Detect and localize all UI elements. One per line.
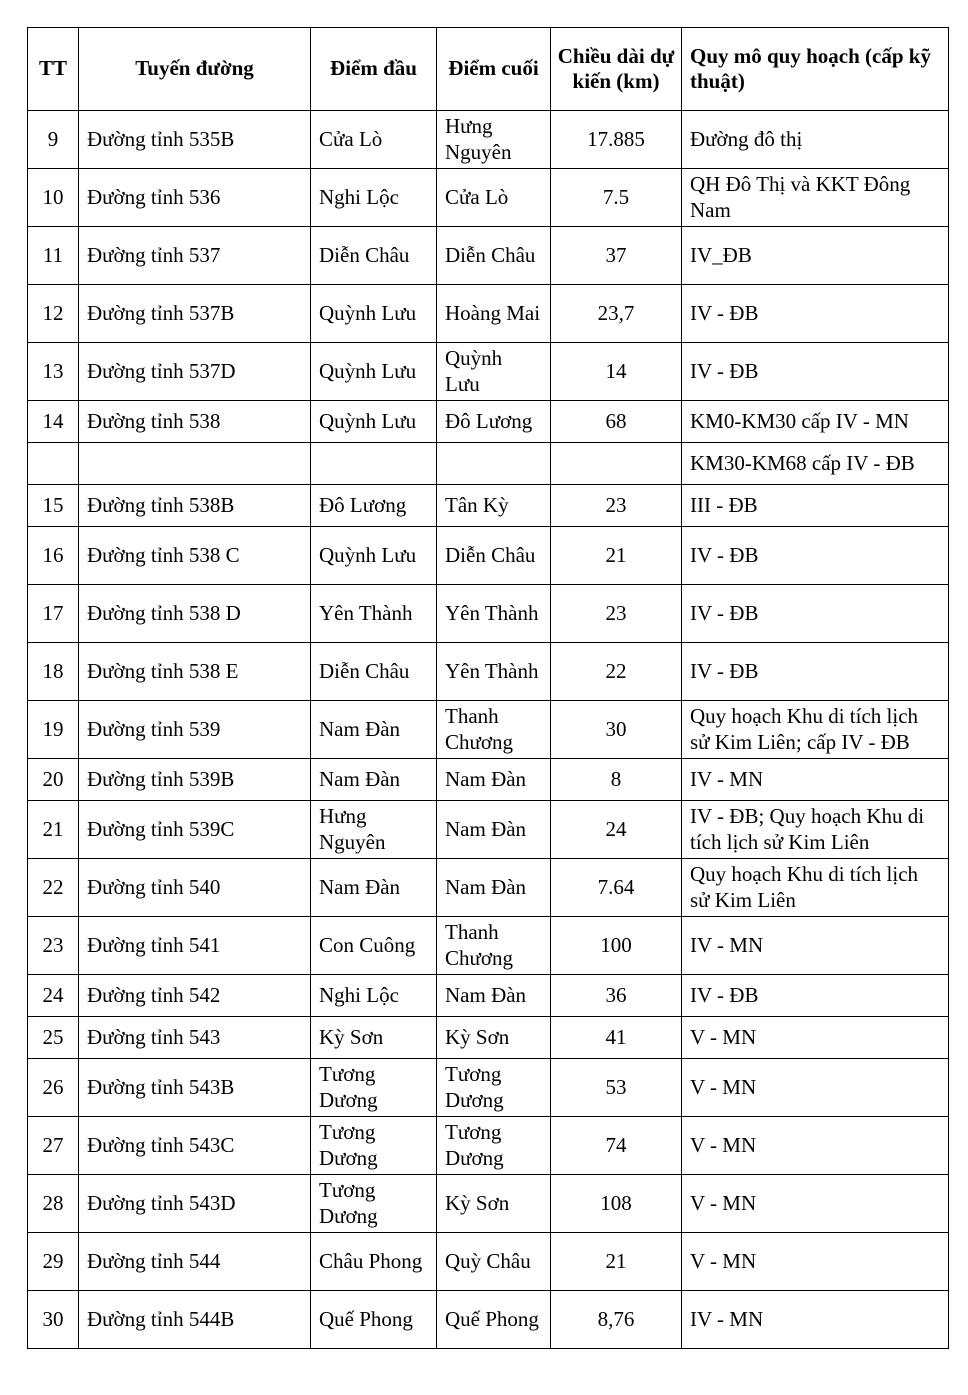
table-row: [28, 227, 949, 285]
cell-length: 36: [551, 975, 682, 1017]
cell-tt: 28: [28, 1175, 79, 1233]
cell-scale: IV - ĐB: [682, 527, 949, 585]
cell-route: Đường tỉnh 536: [79, 169, 311, 227]
cell-scale: IV - ĐB: [682, 285, 949, 343]
cell-scale: IV - MN: [682, 1291, 949, 1349]
cell-scale: Đường đô thị: [682, 111, 949, 169]
cell-end: Tân Kỳ: [437, 485, 551, 527]
cell-length: 8: [551, 759, 682, 801]
cell-scale: QH Đô Thị và KKT Đông Nam: [682, 169, 949, 227]
cell-tt: 26: [28, 1059, 79, 1117]
cell-route: Đường tỉnh 540: [79, 859, 311, 917]
table-row: [28, 443, 949, 485]
cell-length: 108: [551, 1175, 682, 1233]
table-row: [28, 1017, 949, 1059]
cell-end: Quế Phong: [437, 1291, 551, 1349]
cell-end: Quỳ Châu: [437, 1233, 551, 1291]
table-row: [28, 859, 949, 917]
table-row: [28, 759, 949, 801]
cell-start: Quỳnh Lưu: [311, 401, 437, 443]
cell-tt: 30: [28, 1291, 79, 1349]
header-route: Tuyến đường: [79, 28, 311, 111]
cell-scale: KM30-KM68 cấp IV - ĐB: [682, 443, 949, 485]
cell-start: Diễn Châu: [311, 227, 437, 285]
cell-route: Đường tỉnh 543C: [79, 1117, 311, 1175]
cell-end: Cửa Lò: [437, 169, 551, 227]
cell-route: Đường tỉnh 538B: [79, 485, 311, 527]
cell-tt: 9: [28, 111, 79, 169]
cell-scale: KM0-KM30 cấp IV - MN: [682, 401, 949, 443]
cell-length: 74: [551, 1117, 682, 1175]
header-start: Điểm đầu: [311, 28, 437, 111]
cell-length: 30: [551, 701, 682, 759]
cell-scale: Quy hoạch Khu di tích lịch sử Kim Liên: [682, 859, 949, 917]
cell-start: Tương Dương: [311, 1117, 437, 1175]
cell-tt: [28, 443, 79, 485]
cell-route: Đường tỉnh 542: [79, 975, 311, 1017]
cell-length: 21: [551, 1233, 682, 1291]
cell-tt: 16: [28, 527, 79, 585]
cell-length: 100: [551, 917, 682, 975]
cell-end: Thanh Chương: [437, 917, 551, 975]
cell-tt: 18: [28, 643, 79, 701]
cell-end: Đô Lương: [437, 401, 551, 443]
cell-length: 24: [551, 801, 682, 859]
cell-start: Nam Đàn: [311, 701, 437, 759]
cell-route: Đường tỉnh 543D: [79, 1175, 311, 1233]
cell-end: Diễn Châu: [437, 227, 551, 285]
cell-scale: IV - ĐB: [682, 975, 949, 1017]
cell-length: 37: [551, 227, 682, 285]
cell-start: Nghi Lộc: [311, 975, 437, 1017]
cell-scale: IV - ĐB: [682, 343, 949, 401]
cell-tt: 10: [28, 169, 79, 227]
table-row: [28, 801, 949, 859]
table-row: [28, 701, 949, 759]
cell-end: Nam Đàn: [437, 859, 551, 917]
cell-end: Yên Thành: [437, 643, 551, 701]
table-row: [28, 1117, 949, 1175]
cell-length: 22: [551, 643, 682, 701]
table-row: [28, 527, 949, 585]
table-row: [28, 1233, 949, 1291]
header-tt: TT: [28, 28, 79, 111]
cell-end: Yên Thành: [437, 585, 551, 643]
cell-end: Tương Dương: [437, 1059, 551, 1117]
cell-scale: V - MN: [682, 1059, 949, 1117]
cell-start: Quỳnh Lưu: [311, 285, 437, 343]
cell-tt: 11: [28, 227, 79, 285]
cell-tt: 24: [28, 975, 79, 1017]
cell-tt: 29: [28, 1233, 79, 1291]
cell-length: 17.885: [551, 111, 682, 169]
cell-length: 23: [551, 585, 682, 643]
cell-end: Kỳ Sơn: [437, 1175, 551, 1233]
cell-tt: 20: [28, 759, 79, 801]
cell-start: Quỳnh Lưu: [311, 343, 437, 401]
cell-route: Đường tỉnh 543B: [79, 1059, 311, 1117]
table-header-row: [28, 28, 949, 111]
cell-route: Đường tỉnh 537B: [79, 285, 311, 343]
cell-start: Đô Lương: [311, 485, 437, 527]
cell-start: Nghi Lộc: [311, 169, 437, 227]
cell-route: Đường tỉnh 544B: [79, 1291, 311, 1349]
table-row: [28, 485, 949, 527]
cell-length: [551, 443, 682, 485]
table-row: [28, 585, 949, 643]
cell-end: Quỳnh Lưu: [437, 343, 551, 401]
cell-length: 68: [551, 401, 682, 443]
cell-scale: Quy hoạch Khu di tích lịch sử Kim Liên; cấp IV - ĐB: [682, 701, 949, 759]
cell-end: Nam Đàn: [437, 801, 551, 859]
cell-start: Kỳ Sơn: [311, 1017, 437, 1059]
cell-end: Diễn Châu: [437, 527, 551, 585]
cell-scale: IV - MN: [682, 759, 949, 801]
table-row: [28, 169, 949, 227]
cell-route: Đường tỉnh 537D: [79, 343, 311, 401]
cell-tt: 25: [28, 1017, 79, 1059]
header-end: Điểm cuối: [437, 28, 551, 111]
cell-length: 23,7: [551, 285, 682, 343]
cell-start: Hưng Nguyên: [311, 801, 437, 859]
cell-scale: IV - ĐB: [682, 643, 949, 701]
cell-scale: V - MN: [682, 1233, 949, 1291]
cell-route: Đường tỉnh 541: [79, 917, 311, 975]
cell-route: Đường tỉnh 538: [79, 401, 311, 443]
table-row: [28, 401, 949, 443]
table-row: [28, 111, 949, 169]
cell-route: Đường tỉnh 539: [79, 701, 311, 759]
cell-route: [79, 443, 311, 485]
cell-route: Đường tỉnh 538 E: [79, 643, 311, 701]
cell-end: Nam Đàn: [437, 975, 551, 1017]
cell-tt: 27: [28, 1117, 79, 1175]
cell-scale: V - MN: [682, 1117, 949, 1175]
cell-scale: IV - ĐB: [682, 585, 949, 643]
cell-start: Diễn Châu: [311, 643, 437, 701]
cell-end: Hoàng Mai: [437, 285, 551, 343]
cell-end: Nam Đàn: [437, 759, 551, 801]
table-row: [28, 343, 949, 401]
header-length: Chiều dài dự kiến (km): [551, 28, 682, 111]
cell-start: Tương Dương: [311, 1059, 437, 1117]
cell-start: [311, 443, 437, 485]
cell-route: Đường tỉnh 537: [79, 227, 311, 285]
cell-length: 53: [551, 1059, 682, 1117]
cell-start: Nam Đàn: [311, 759, 437, 801]
table-row: [28, 1059, 949, 1117]
cell-tt: 15: [28, 485, 79, 527]
cell-scale: IV_ĐB: [682, 227, 949, 285]
cell-start: Tương Dương: [311, 1175, 437, 1233]
cell-length: 8,76: [551, 1291, 682, 1349]
cell-tt: 17: [28, 585, 79, 643]
cell-tt: 22: [28, 859, 79, 917]
cell-scale: IV - ĐB; Quy hoạch Khu di tích lịch sử Kim Liên: [682, 801, 949, 859]
cell-route: Đường tỉnh 544: [79, 1233, 311, 1291]
cell-tt: 19: [28, 701, 79, 759]
cell-length: 41: [551, 1017, 682, 1059]
cell-tt: 21: [28, 801, 79, 859]
cell-start: Nam Đàn: [311, 859, 437, 917]
cell-end: Tương Dương: [437, 1117, 551, 1175]
cell-length: 14: [551, 343, 682, 401]
cell-start: Con Cuông: [311, 917, 437, 975]
cell-start: Yên Thành: [311, 585, 437, 643]
cell-start: Châu Phong: [311, 1233, 437, 1291]
cell-start: Cửa Lò: [311, 111, 437, 169]
cell-route: Đường tỉnh 539C: [79, 801, 311, 859]
cell-end: Hưng Nguyên: [437, 111, 551, 169]
cell-length: 21: [551, 527, 682, 585]
road-planning-table: [27, 27, 949, 1349]
cell-scale: III - ĐB: [682, 485, 949, 527]
cell-route: Đường tỉnh 538 D: [79, 585, 311, 643]
table-row: [28, 1175, 949, 1233]
table-row: [28, 1291, 949, 1349]
cell-end: [437, 443, 551, 485]
cell-tt: 14: [28, 401, 79, 443]
cell-route: Đường tỉnh 539B: [79, 759, 311, 801]
table-row: [28, 975, 949, 1017]
cell-route: Đường tỉnh 543: [79, 1017, 311, 1059]
cell-route: Đường tỉnh 538 C: [79, 527, 311, 585]
cell-length: 7.64: [551, 859, 682, 917]
cell-start: Quỳnh Lưu: [311, 527, 437, 585]
cell-tt: 23: [28, 917, 79, 975]
cell-length: 23: [551, 485, 682, 527]
cell-route: Đường tỉnh 535B: [79, 111, 311, 169]
header-scale: Quy mô quy hoạch (cấp kỹ thuật): [682, 28, 949, 111]
cell-scale: IV - MN: [682, 917, 949, 975]
cell-scale: V - MN: [682, 1175, 949, 1233]
cell-length: 7.5: [551, 169, 682, 227]
cell-tt: 13: [28, 343, 79, 401]
table-row: [28, 917, 949, 975]
cell-scale: V - MN: [682, 1017, 949, 1059]
cell-tt: 12: [28, 285, 79, 343]
table-row: [28, 285, 949, 343]
cell-end: Thanh Chương: [437, 701, 551, 759]
cell-start: Quế Phong: [311, 1291, 437, 1349]
table-row: [28, 643, 949, 701]
cell-end: Kỳ Sơn: [437, 1017, 551, 1059]
